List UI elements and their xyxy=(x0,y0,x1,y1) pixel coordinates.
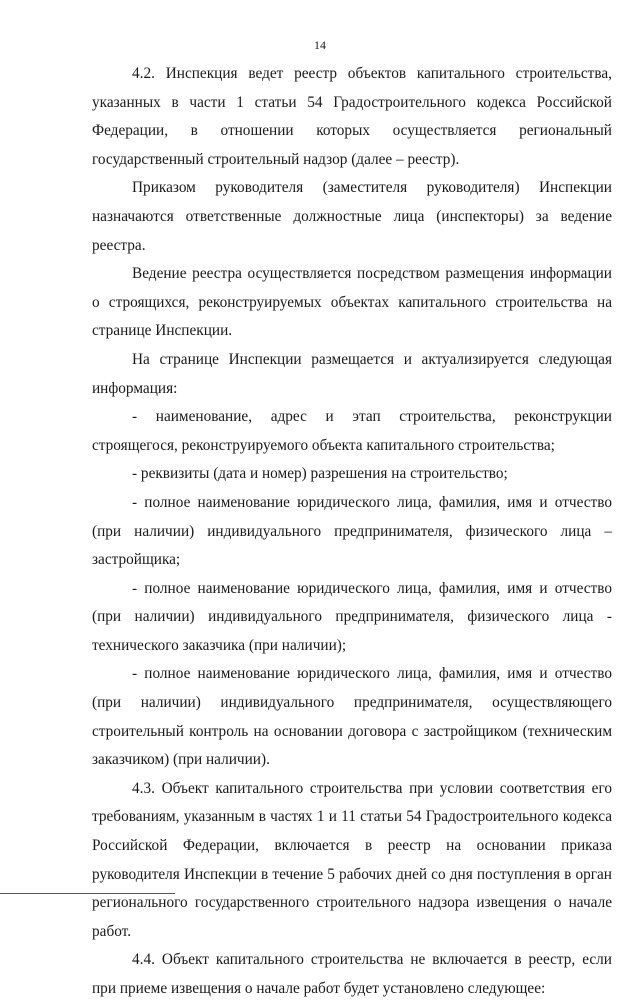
paragraph-4-4: 4.4. Объект капитального строительства не включается в реестр, если при приеме извещения о начале работ будет установлено следующее: xyxy=(92,951,612,997)
list-item-developer: - полное наименование юридического лица, фамилия, имя и отчество (при наличии) индивидуального предпринимателя, физического лица – застройщика; xyxy=(92,493,612,569)
list-item-name-address: - наименование, адрес и этап строительства, реконструкции строящегося, реконструируемого объекта капитального строительства; xyxy=(92,408,612,454)
list-item-permit: - реквизиты (дата и номер) разрешения на строительство; xyxy=(132,465,508,483)
footer-rule xyxy=(0,893,175,894)
list-item-technical-customer: - полное наименование юридического лица, фамилия, имя и отчество (при наличии) индивидуального предпринимателя, физического лица - технического заказчика (при наличии); xyxy=(92,579,612,654)
paragraph-order: Приказом руководителя (заместителя руководителя) Инспекции назначаются ответственные должностные лица (инспекторы) за ведение реестра. xyxy=(92,179,612,254)
document-body xyxy=(92,60,612,1004)
paragraph-4-3: 4.3. Объект капитального строительства при условии соответствия его требованиям, указанным в частях 1 и 11 статьи 54 Градостроительного кодекса Российской Федерации, включается в реестр на основании приказа руководителя Инспекции в течение 5 рабочих дней со дня поступления в орган регионального государственного строительного надзора извещения о начале работ. xyxy=(92,779,612,940)
list-item-construction-control: - полное наименование юридического лица, фамилия, имя и отчество (при наличии) индивидуального предпринимателя, осуществляющего строительный контроль на основании договора с застройщиком (техническим заказчиком) (при наличии). xyxy=(92,665,612,769)
paragraph-registry-maintenance: Ведение реестра осуществляется посредством размещения информации о строящихся, реконструируемых объектах капитального строительства на странице Инспекции. xyxy=(92,265,612,340)
paragraph-published-info: На странице Инспекции размещается и актуализируется следующая информация: xyxy=(92,350,612,397)
paragraph-4-2: 4.2. Инспекция ведет реестр объектов капитального строительства, указанных в части 1 статьи 54 Градостроительного кодекса Российской Федерации, в отношении которых осуществляется региональный государственный строительный надзор (далее – реестр). xyxy=(92,65,612,168)
page-number: 14 xyxy=(314,38,326,52)
